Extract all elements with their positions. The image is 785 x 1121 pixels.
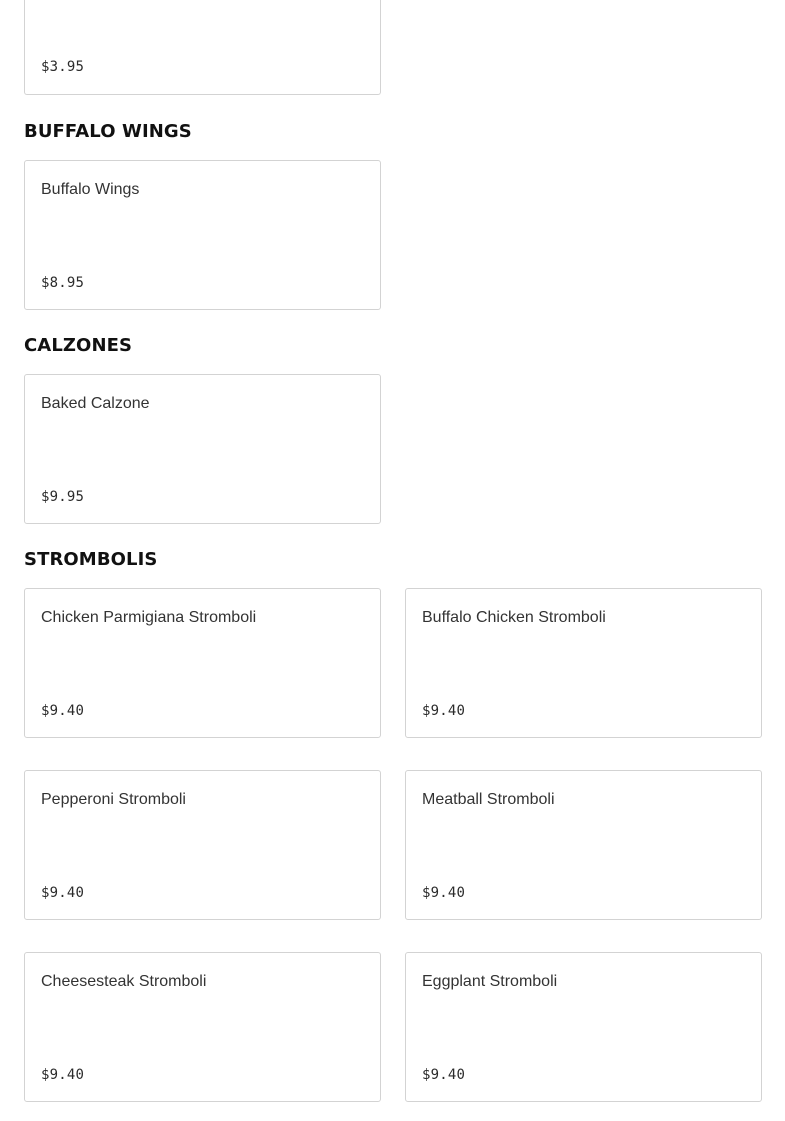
menu-item-card[interactable] [405, 588, 762, 738]
menu-item-card[interactable] [405, 770, 762, 920]
item-price: $9.40 [41, 1067, 85, 1083]
item-price: $9.40 [422, 885, 466, 901]
item-price: $9.40 [422, 703, 466, 719]
item-name: Baked Calzone [41, 395, 150, 412]
item-name: Cheesesteak Stromboli [41, 973, 207, 990]
item-price: $8.95 [41, 275, 85, 291]
item-price: $3.95 [41, 59, 85, 75]
item-name: Eggplant Stromboli [422, 973, 558, 990]
item-name: Buffalo Wings [41, 181, 140, 198]
item-price: $9.95 [41, 489, 85, 505]
item-price: $9.40 [41, 703, 85, 719]
menu-item-card[interactable] [24, 160, 381, 310]
item-name: Pepperoni Stromboli [41, 791, 186, 808]
menu-item-card[interactable] [24, 588, 381, 738]
menu-item-card[interactable] [24, 952, 381, 1102]
menu-item-card[interactable] [24, 770, 381, 920]
menu-item-card[interactable] [24, 0, 381, 95]
menu-item-card[interactable] [405, 952, 762, 1102]
item-name: Chicken Parmigiana Stromboli [41, 609, 257, 626]
item-price: $9.40 [41, 885, 85, 901]
section-title-calzones: CALZONES [24, 335, 133, 356]
section-title-buffalo-wings: BUFFALO WINGS [24, 121, 192, 142]
item-name: Meatball Stromboli [422, 791, 555, 808]
item-price: $9.40 [422, 1067, 466, 1083]
menu-item-card[interactable] [24, 374, 381, 524]
section-title-strombolis: STROMBOLIS [24, 549, 158, 570]
item-name: Buffalo Chicken Stromboli [422, 609, 606, 626]
